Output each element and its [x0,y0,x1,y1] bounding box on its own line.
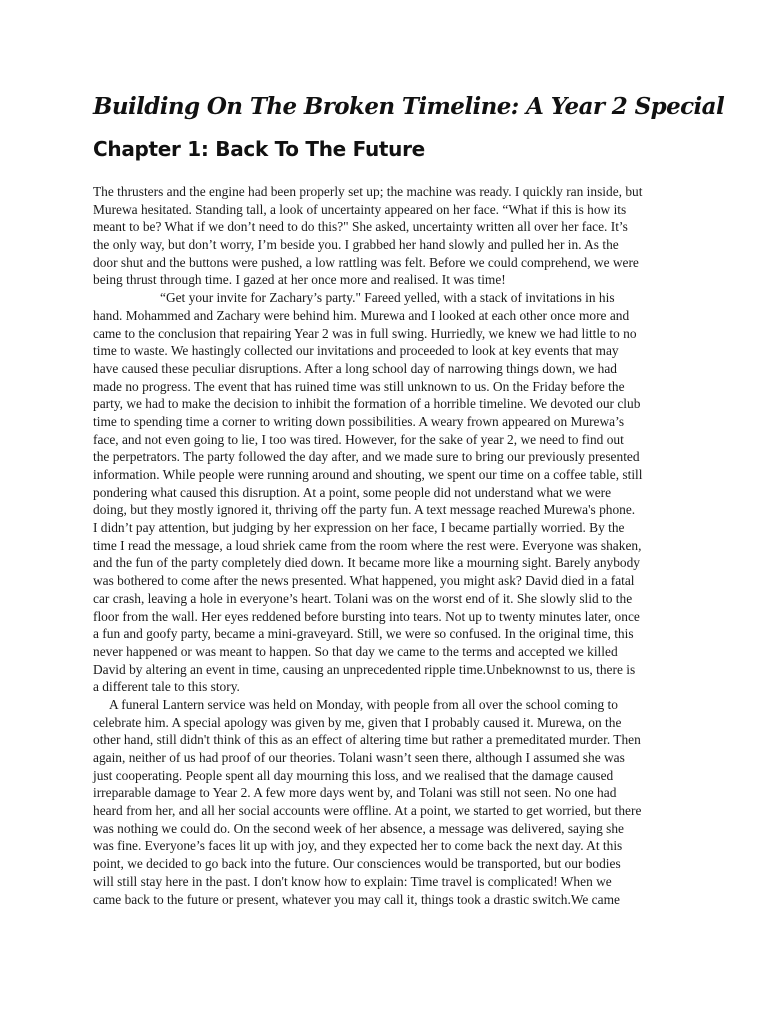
text-line: other hand, still didn't think of this as an effect of altering time but rather a premeditated murder. Then [93,732,641,748]
text-line: came to the conclusion that repairing Year 2 was in full swing. Hurriedly, we knew we had little to no [93,325,637,341]
text-line: “Get your invite for Zachary’s party." Fareed yelled, with a stack of invitations in his [160,290,615,306]
body-text [93,183,693,908]
text-line: doing, but they mostly ignored it, thriving off the party fun. A text message reached Murewa's phone. [93,502,636,518]
text-line: the only way, but don’t worry, I’m beside you. I grabbed her hand slowly and pulled her in. As the [93,237,619,253]
text-line: heard from her, and all her social accounts were offline. At a point, we started to get worried, but there [93,803,642,819]
text-line: a different tale to this story. [93,679,240,695]
paragraph [93,183,693,289]
text-line: party, we had to make the decision to inhibit the formation of a horrible timeline. We devoted our club [93,396,641,412]
text-line: hand. Mohammed and Zachary were behind him. Murewa and I looked at each other once more and [93,307,630,323]
text-line: point, we decided to go back into the future. Our consciences would be transported, but our bodies [93,856,621,872]
text-line: a fun and goofy party, became a mini-graveyard. Still, we were so confused. In the original time, this [93,626,634,642]
text-line: made no progress. The event that has ruined time was still unknown to us. On the Friday before the [93,378,625,394]
text-line: again, neither of us had proof of our theories. Tolani wasn’t seen there, although I assumed she was [93,750,625,765]
chapter-heading: Chapter 1: Back To The Future [93,137,425,161]
text-line: face, and not even going to lie, I too was tired. However, for the sake of year 2, we need to find out [93,431,624,447]
text-line: time to spending time a corner to writing down possibilities. A weary frown appeared on Murewa’s [93,413,625,429]
document-title: Building On The Broken Timeline: A Year 2 Special [93,93,725,120]
text-line: just cooperating. People spent all day mourning this loss, and we realised that the damage caused [93,767,614,783]
text-line: I didn’t pay attention, but judging by her expression on her face, I became partially worried. By the [93,520,625,536]
paragraph [93,289,693,696]
text-line: the perpetrators. The party followed the day after, and we made sure to bring our previously presented [93,449,640,465]
text-line: never happened or was meant to happen. So that day we came to the terms and accepted we killed [93,643,618,659]
text-line: David by altering an event in time, causing an unprecedented ripple time.Unbeknownst to us, there is [93,661,636,677]
text-line: floor from the wall. Her eyes reddened before bursting into tears. Not up to twenty minutes later, once [93,608,640,624]
text-line: being thrust through time. I gazed at her once more and realised. It was time! [93,272,506,288]
text-line: The thrusters and the engine had been properly set up; the machine was ready. I quickly ran inside, but [93,184,643,199]
paragraph [93,696,693,908]
text-line: irreparable damage to Year 2. A few more days went by, and Tolani was still not seen. No one had [93,785,617,801]
text-line: celebrate him. A special apology was given by me, given that I probably caused it. Murewa, on the [93,714,622,730]
text-line: A funeral Lantern service was held on Monday, with people from all over the school coming to [109,696,618,712]
text-line: and the fun of the party completely died down. It became more like a mourning sight. Barely anybody [93,555,641,571]
text-line: meant to be? What if we don’t need to do this?" She asked, uncertainty written all over her face. It’s [93,219,628,235]
text-line: information. While people were running around and shouting, we spent our time on a coffee table, still [93,467,643,482]
text-line: was nothing we could do. On the second week of her absence, a message was delivered, saying she [93,820,624,836]
text-line: car crash, leaving a hole in everyone’s heart. Tolani was on the worst end of it. She slowly slid to the [93,590,633,606]
text-line: door shut and the buttons were pushed, a low rattling was felt. Before we could comprehend, we were [93,254,639,270]
text-line: was bothered to come after the news presented. What happened, you might ask? David died in a fatal [93,573,635,589]
text-line: came back to the future or present, whatever you may call it, things took a drastic switch.We came [93,891,620,907]
text-line: Murewa hesitated. Standing tall, a look of uncertainty appeared on her face. “What if this is how its [93,201,627,217]
text-line: was fine. Everyone’s faces lit up with joy, and they expected her to come back the next day. At this [93,838,623,854]
text-line: time to waste. We hastingly collected our invitations and proceeded to look at key events that may [93,343,619,359]
text-line: pondering what caused this disruption. At a point, some people did not understand what we were [93,484,612,500]
text-line: have caused these peculiar disruptions. After a long school day of narrowing things down, we had [93,360,617,376]
text-line: time I read the message, a loud shriek came from the room where the rest were. Everyone was shaken, [93,537,642,553]
text-line: will still stay here in the past. I don't know how to explain: Time travel is complicated! When we [93,873,612,889]
